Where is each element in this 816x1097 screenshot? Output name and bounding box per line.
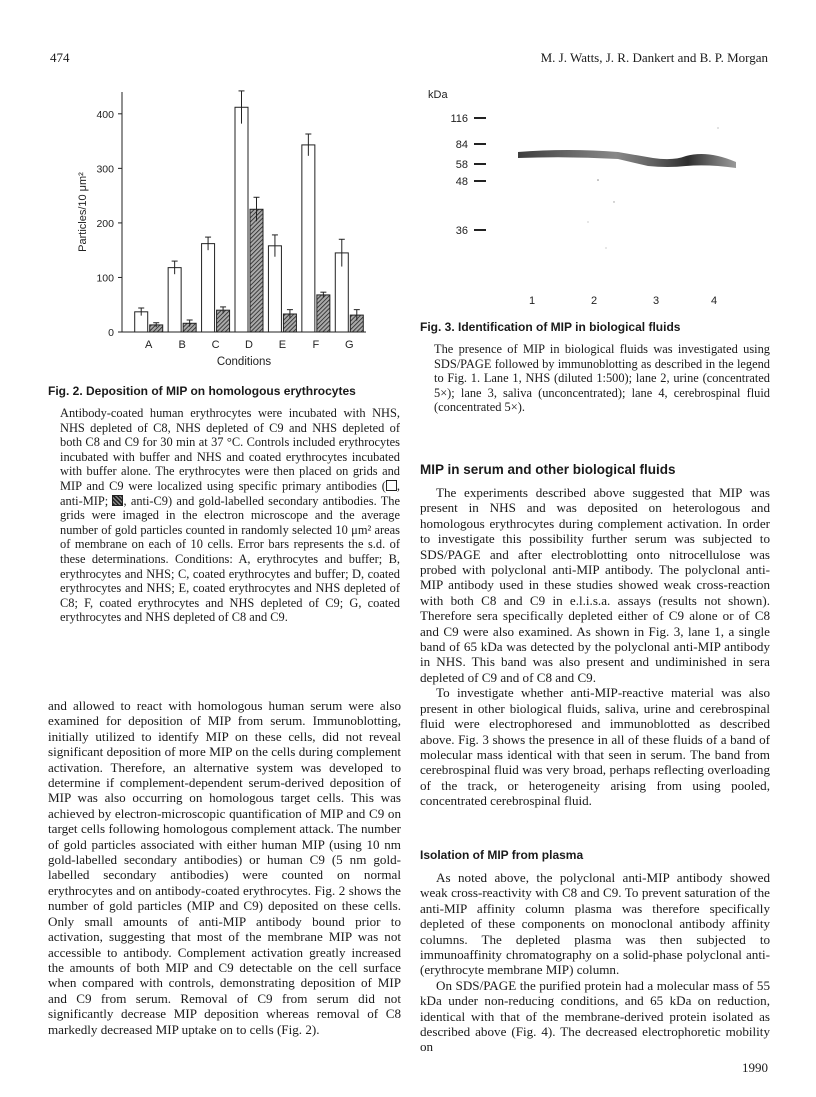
figure-3-immunoblot (418, 80, 770, 310)
caption-text-3: , anti-C9) and gold-labelled secondary antibodies. The grids were imaged in the electron microscope and the average number of gold particles counted in randomly selected 10 μm² areas of membrane on each of 10 cells. Error bars represents the s.d. of these determinations. Conditions: A, erythrocytes and buffer; B, erythrocytes and NHS; C, coated erythrocytes and buffer; D, coated erythrocytes and NHS; E, coated erythrocytes and NHS depleted of C8; F, coated erythrocytes and NHS depleted of C9; G, coated erythrocytes and NHS depleted of C8 and C9. (60, 493, 400, 625)
x-tick-label-B: B (178, 339, 186, 351)
marker-label-58: 58 (455, 159, 468, 171)
caption-text-2: , anti-MIP; (60, 478, 400, 508)
y-tick-label: 400 (96, 108, 114, 121)
page-number: 474 (50, 50, 70, 65)
marker-label-116: 116 (450, 113, 468, 125)
molecular-weight-markers (450, 113, 486, 237)
marker-label-48: 48 (455, 176, 468, 188)
bar-F-mip (302, 145, 315, 332)
right-column-text-2 (420, 870, 770, 1055)
blot-bands (518, 127, 736, 248)
bar-B-mip (168, 268, 181, 332)
figure-3-caption-body: The presence of MIP in biological fluids was investigated using SDS/PAGE followed by immunoblotting as described in the legend to Fig. 1. Lane 1, NHS (diluted 1:500); lane 2, urine (concentrated 5×); lane 3, saliva (unconcentrated); lane 4, cerebrospinal fluid (concentrated 5×). (434, 342, 770, 415)
bar-D-c9 (250, 209, 263, 332)
bar-F-c9 (317, 295, 330, 332)
running-header-authors: M. J. Watts, J. R. Dankert and B. P. Morgan (540, 50, 768, 65)
bar-E-mip (268, 246, 281, 332)
right-paragraph-3: As noted above, the polyclonal anti-MIP antibody showed weak cross-reactivity with C8 and C9. To prevent saturation of the anti-MIP affinity column plasma was therefore specifically depleted of these components on monoclonal antibody affinity columns. The depleted plasma was then subjected to immunoaffinity chromatography on a solid-phase polyclonal anti-(erythrocyte membrane MIP) column. (420, 870, 770, 978)
subheading: Isolation of MIP from plasma (420, 848, 584, 862)
bar-C-mip (202, 244, 215, 332)
y-tick-label: 100 (96, 272, 114, 285)
marker-label-84: 84 (455, 139, 468, 151)
figure-2-caption-title: Fig. 2. Deposition of MIP on homologous erythrocytes (48, 384, 356, 398)
hatched-bar-swatch-icon (112, 495, 123, 506)
left-column-text (48, 698, 401, 1037)
x-tick-label-D: D (245, 339, 253, 351)
open-bar-swatch-icon (386, 480, 397, 491)
x-tick-label-C: C (211, 339, 220, 351)
lane-labels (529, 295, 717, 307)
footer-year: 1990 (742, 1060, 768, 1075)
y-tick-label: 0 (108, 327, 114, 339)
lane-label-4: 4 (710, 295, 718, 307)
y-tick-label: 300 (96, 163, 114, 176)
figure-3-caption-title: Fig. 3. Identification of MIP in biological fluids (420, 320, 681, 334)
kda-label: kDa (428, 89, 448, 101)
left-paragraph-1: and allowed to react with homologous human serum were also examined for deposition of MIP from serum. Immunoblotting, initially utilized to identify MIP on these cells, did not reveal significant deposition of more MIP on the cells during complement activation. Therefore, an alternative system was developed to determine if complement-dependent serum-derived deposition of MIP was also occurring on homologous target cells. This was achieved by electron-microscopic quantification of MIP and C9 on target cells following homologous complement attack. The number of gold particles associated with either human MIP (using 10 nm gold-labelled secondary antibodies) or human C9 (5 nm gold-labelled secondary antibodies) were counted on normal erythrocytes and on antibody-coated erythrocytes. Fig. 2 shows the number of gold particles (MIP and C9) deposited on these cells. Only small amounts of anti-MIP antibody bound prior to activation, suggesting that most of the membrane MIP was not accessible to antibody. Complement activation greatly increased the amounts of both MIP and C9 detectable on the cell surface when compared with controls, demonstrating deposition of MIP and C9 from serum. Removal of C9 from serum did not significantly decrease MIP deposition whereas removal of C8 markedly decreased MIP uptake on to cells (Fig. 2). (48, 698, 401, 1037)
y-axis-label: Particles/10 μm² (77, 172, 89, 252)
figure-2-caption-body (60, 406, 400, 625)
caption-text-1: Antibody-coated human erythrocytes were incubated with NHS, NHS depleted of C8, NHS depleted of C9 and NHS depleted of both C8 and C9 for 30 min at 37 °C. Controls included erythrocytes incubated with buffer and NHS and coated erythrocytes incubated with buffer alone. The erythrocytes were then placed on grids and MIP and C9 were localized using specific primary antibodies ( (60, 406, 400, 493)
section-heading: MIP in serum and other biological fluids (420, 462, 676, 477)
lane-label-3: 3 (652, 295, 660, 307)
figure-2-chart (48, 80, 378, 370)
right-paragraph-1: The experiments described above suggested that MIP was present in NHS and was deposited on heterologous and homologous erythrocytes during complement activation. In order to investigate this possibility further serum was subjected to SDS/PAGE and after electroblotting onto nitrocellulose was probed with polyclonal anti-MIP antibody. The polyclonal anti-MIP antibody used in these studies showed weak cross-reaction with both C8 and C9 in e.l.i.s.a. assays (results not shown). Therefore sera specifically depleted either of C9 alone or of C8 and C9 were also examined. As shown in Fig. 3, lane 1, a single band of 65 kDa was detected by the polyclonal anti-MIP antibody in NHS. This band was also present and undiminished in sera depleted of C9 and of C8 and C9. (420, 485, 770, 685)
x-tick-label-A: A (145, 339, 153, 351)
bar-C-c9 (217, 310, 230, 332)
marker-label-36: 36 (455, 225, 468, 237)
right-paragraph-4: On SDS/PAGE the purified protein had a molecular mass of 55 kDa under non-reducing conditions, and 65 kDa on reduction, identical with that of the membrane-derived protein isolated as described above (Fig. 4). The decreased electrophoretic mobility on (420, 977, 770, 1055)
x-tick-label-F: F (312, 339, 320, 351)
right-column-text-1 (420, 485, 770, 809)
lane-label-2: 2 (590, 295, 598, 307)
bar-D-mip (235, 107, 248, 332)
lane-label-1: 1 (528, 295, 536, 307)
x-tick-label-E: E (278, 339, 287, 351)
chart-bars (135, 91, 364, 332)
x-axis-label: Conditions (216, 356, 272, 368)
x-tick-label-G: G (345, 339, 354, 351)
y-tick-label: 200 (96, 217, 114, 230)
right-paragraph-2: To investigate whether anti-MIP-reactive material was also present in other biological fluids, saliva, urine and cerebrospinal fluid were electrophoresed and immunoblotted as described above. Fig. 3 shows the presence in all of these fluids of a band of molecular mass identical with that seen in serum. The band from cerebrospinal fluid was very broad, perhaps reflecting overloading of the track, or heterogeneity arising from using pooled, concentrated cerebrospinal fluid. (420, 685, 770, 809)
band-65kda (518, 150, 736, 168)
